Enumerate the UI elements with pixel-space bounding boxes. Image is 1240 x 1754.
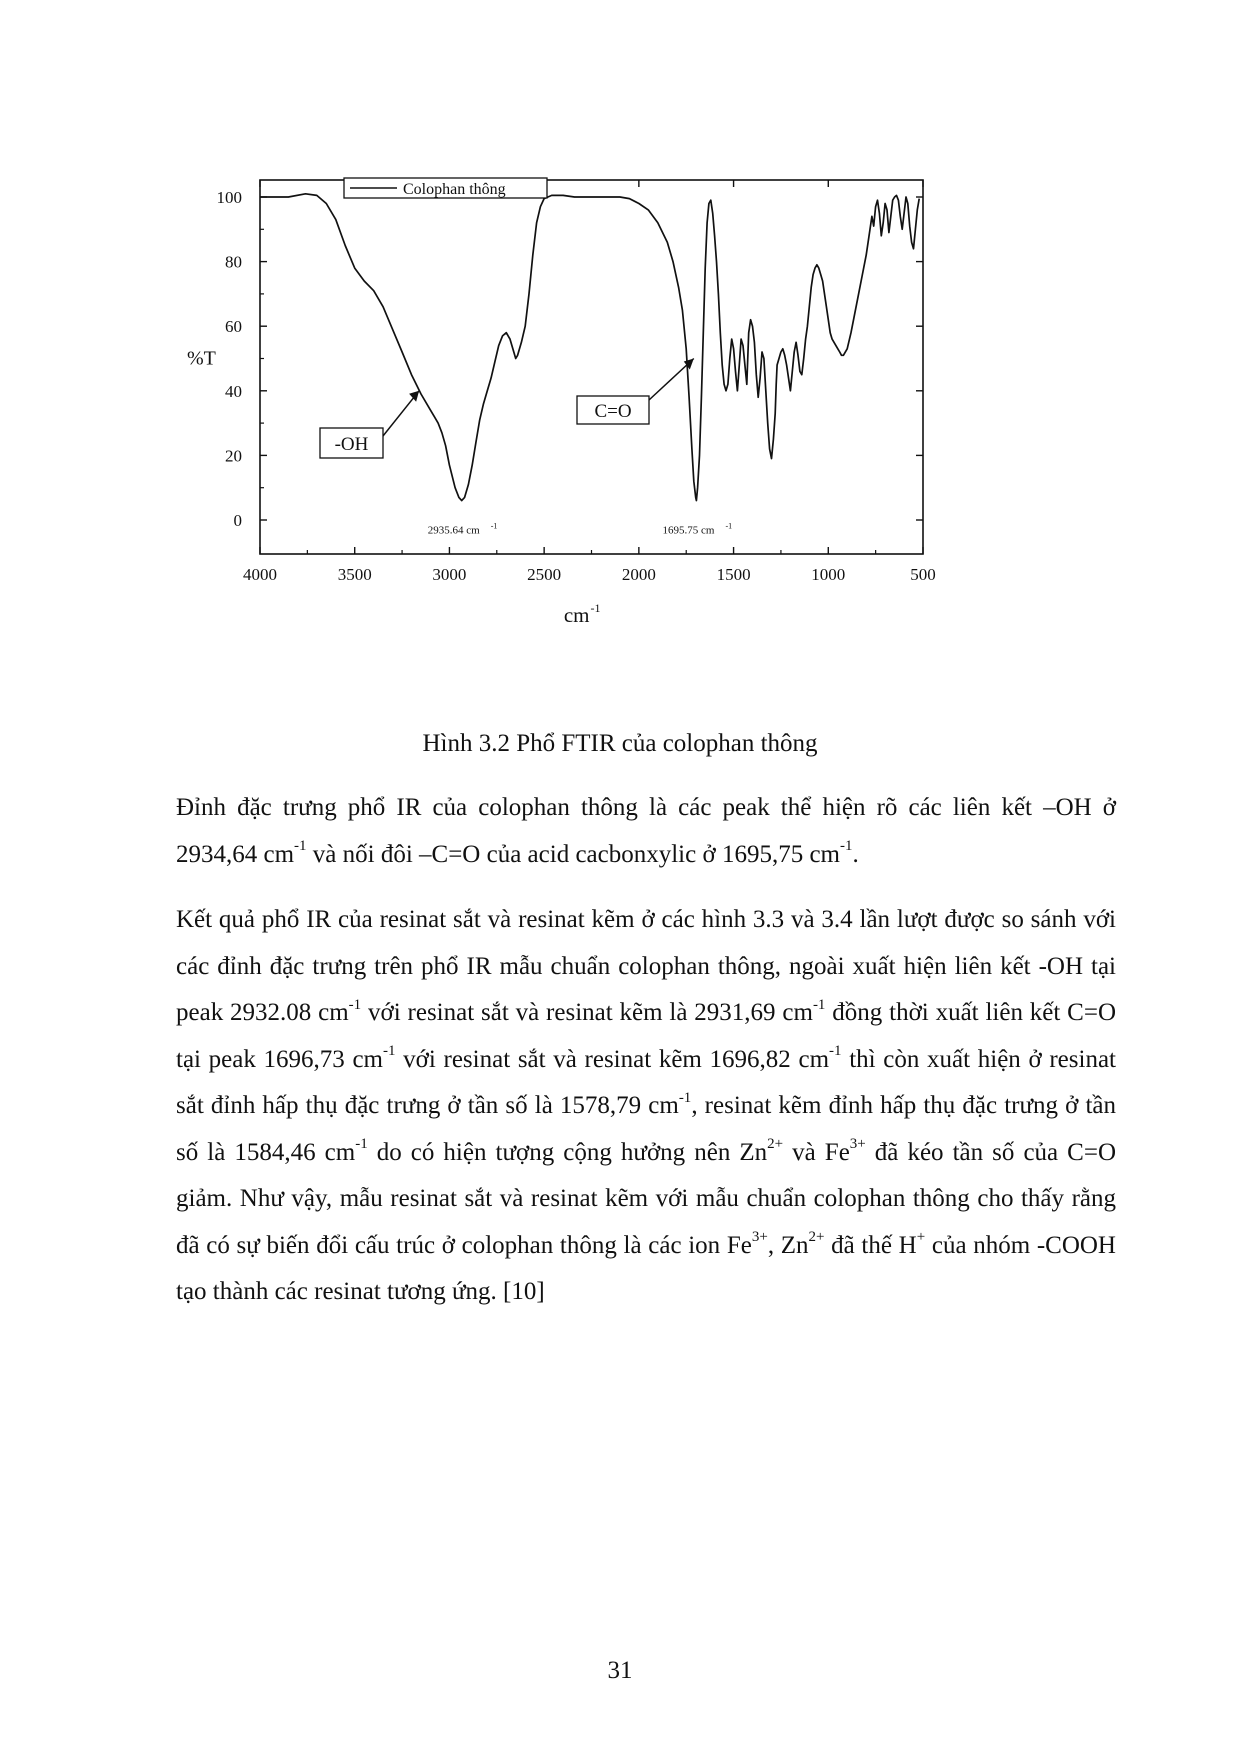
text-run: Đỉnh đặc trưng phổ IR của colophan thông là các peak thể hiện rõ các liên kết –OH ở 2934,64 cm [176,794,1116,868]
y-tick-label: 80 [225,252,242,272]
y-axis-label: %T [187,347,216,370]
text-run: , Zn [767,1231,809,1259]
text-run: . [852,840,859,868]
superscript: 2+ [767,1136,784,1153]
annotation-label-co: C=O [594,401,632,422]
superscript: 3+ [751,1229,768,1246]
x-tick-label: 1000 [811,565,846,584]
superscript: -1 [839,838,853,855]
text-run: đã thế H [824,1231,917,1259]
superscript: -1 [383,1043,396,1060]
x-tick-label: 3000 [432,565,467,584]
text-run: với resinat sắt và resinat kẽm là 2931,69 cm [361,999,813,1026]
x-tick-label: 1500 [716,565,751,584]
annotation-arrowhead-co [684,359,694,370]
y-tick-label: 20 [225,446,242,466]
superscript: -1 [678,1089,692,1106]
y-tick-label: 60 [225,317,242,337]
annotation-arrowhead-oh [409,391,419,402]
superscript: -1 [829,1043,842,1060]
page-number: 31 [607,1657,633,1684]
peak-label-superscript: -1 [725,521,733,531]
x-axis-label: cm [563,603,590,627]
x-tick-label: 2000 [621,565,656,584]
x-tick-label: 4000 [243,565,277,584]
ftir-figure [175,168,1045,708]
text-run: và Fe [783,1138,850,1166]
y-tick-label: 40 [225,381,242,401]
superscript: 2+ [808,1229,825,1246]
superscript: -1 [348,996,362,1013]
text-run: thì còn xuất hiện ở resinat sắt đỉnh hấp thụ đặc trưng ở tần số là 1578,79 cm [176,1045,1116,1119]
superscript: -1 [812,996,826,1013]
peak-label: 2935.64 cm [427,524,480,537]
superscript: -1 [355,1136,368,1153]
x-tick-label: 3500 [337,565,372,584]
text-run: với resinat sắt và resinat kẽm 1696,82 cm [395,1045,830,1073]
annotation-label-oh: -OH [334,434,369,455]
x-tick-label: 2500 [527,565,562,584]
figure-caption: Hình 3.2 Phổ FTIR của colophan thông [422,730,818,757]
superscript: + [916,1229,926,1246]
plot-frame [260,180,923,554]
y-tick-label: 0 [233,511,242,530]
x-tick-label: 500 [910,565,936,584]
text-run: do có hiện tượng cộng hưởng nên Zn [367,1138,768,1166]
paragraph-resinat-results [176,897,1116,1316]
x-axis-label-superscript: -1 [590,601,601,615]
paragraph-ir-peaks [176,785,1116,878]
superscript: -1 [294,838,307,855]
ftir-chart [175,168,1045,708]
superscript: 3+ [849,1136,866,1153]
legend-label: Colophan thông [403,181,506,198]
text-run: đồng thời xuất liên kết C=O tại peak 1696,73 cm [176,999,1117,1073]
peak-label-superscript: -1 [490,521,498,531]
text-run: đã kéo tần số của C=O giảm. Như vậy, mẫu resinat sắt và resinat kẽm với mẫu chuẩn colophan thông cho thấy rằng đã có sự biến đổi cấu trúc ở colophan thông là các ion Fe [176,1138,1117,1259]
text-run: và nối đôi –C=O của acid cacbonxylic ở 1695,75 cm [306,840,840,868]
text-run: của nhóm -COOH tạo thành các resinat tương ứng. [10] [176,1231,1116,1305]
peak-label: 1695.75 cm [662,524,715,537]
text-run: Kết quả phổ IR của resinat sắt và resinat kẽm ở các hình 3.3 và 3.4 lần lượt được so sánh với các đỉnh đặc trưng trên phổ IR mẫu chuẩn colophan thông, ngoài xuất hiện liên kết -OH tại peak 2932.08 cm [176,906,1116,1026]
y-tick-label: 100 [216,188,242,207]
text-run: , resinat kẽm đỉnh hấp thụ đặc trưng ở tần số là 1584,46 cm [176,1092,1116,1166]
